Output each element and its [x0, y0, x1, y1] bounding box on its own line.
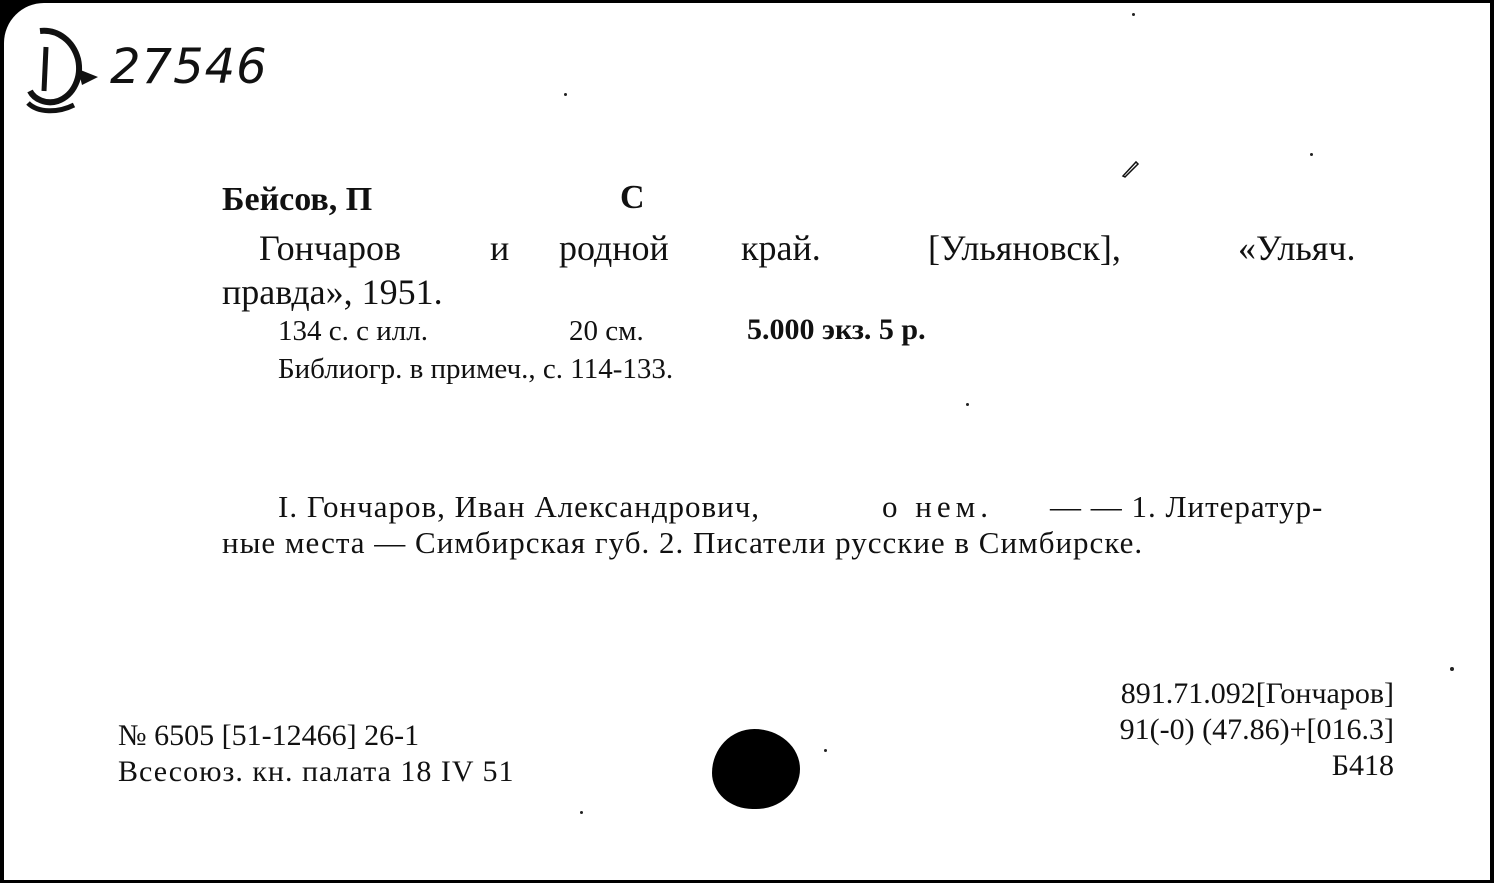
speck [580, 811, 583, 814]
record-number: № 6505 [51-12466] 26-1 [118, 719, 420, 752]
speck [1310, 153, 1313, 156]
author-mark: Б418 [1331, 749, 1394, 782]
punch-hole [712, 729, 800, 809]
book-chamber: Всесоюз. кн. палата 18 IV 51 [118, 755, 515, 788]
speck [824, 749, 827, 752]
physical-copies-price: 5.000 экз. 5 р. [747, 313, 926, 346]
pencil-mark-icon [1120, 159, 1140, 179]
classification-udc: 891.71.092[Гончаров] [1120, 677, 1394, 710]
classification-bbk: 91(-0) (47.86)+[016.3] [1119, 713, 1394, 746]
library-stamp-icon [18, 21, 104, 121]
accession-number: 27546 [110, 39, 268, 95]
subject-about: о нем. [882, 489, 993, 524]
author-name: Бейсов, П [222, 181, 373, 218]
title-line-2: правда», 1951. [222, 272, 443, 312]
subject-line-1-start: I. Гончаров, Иван Александрович, [278, 489, 761, 524]
card-paper [4, 3, 1490, 880]
subject-line-2: ные места — Симбирская губ. 2. Писатели русские в Симбирске. [222, 525, 1144, 560]
title-word-1: Гончаров [259, 228, 401, 268]
publisher-place: [Ульяновск], [928, 228, 1121, 268]
subject-line-1-end: — — 1. Литератур- [1050, 489, 1324, 524]
bibliography-note: Библиогр. в примеч., с. 114-133. [278, 353, 674, 385]
speck [564, 93, 567, 96]
physical-size: 20 см. [569, 315, 644, 347]
title-word-4: край. [741, 228, 821, 268]
speck [1132, 13, 1135, 16]
title-word-2: и [490, 228, 510, 268]
physical-pages: 134 с. с илл. [278, 315, 428, 347]
title-word-3: родной [559, 228, 669, 268]
speck [1450, 667, 1454, 671]
author-initial: С [620, 179, 645, 216]
publisher-name-start: «Ульяч. [1238, 228, 1356, 268]
speck [966, 403, 969, 406]
